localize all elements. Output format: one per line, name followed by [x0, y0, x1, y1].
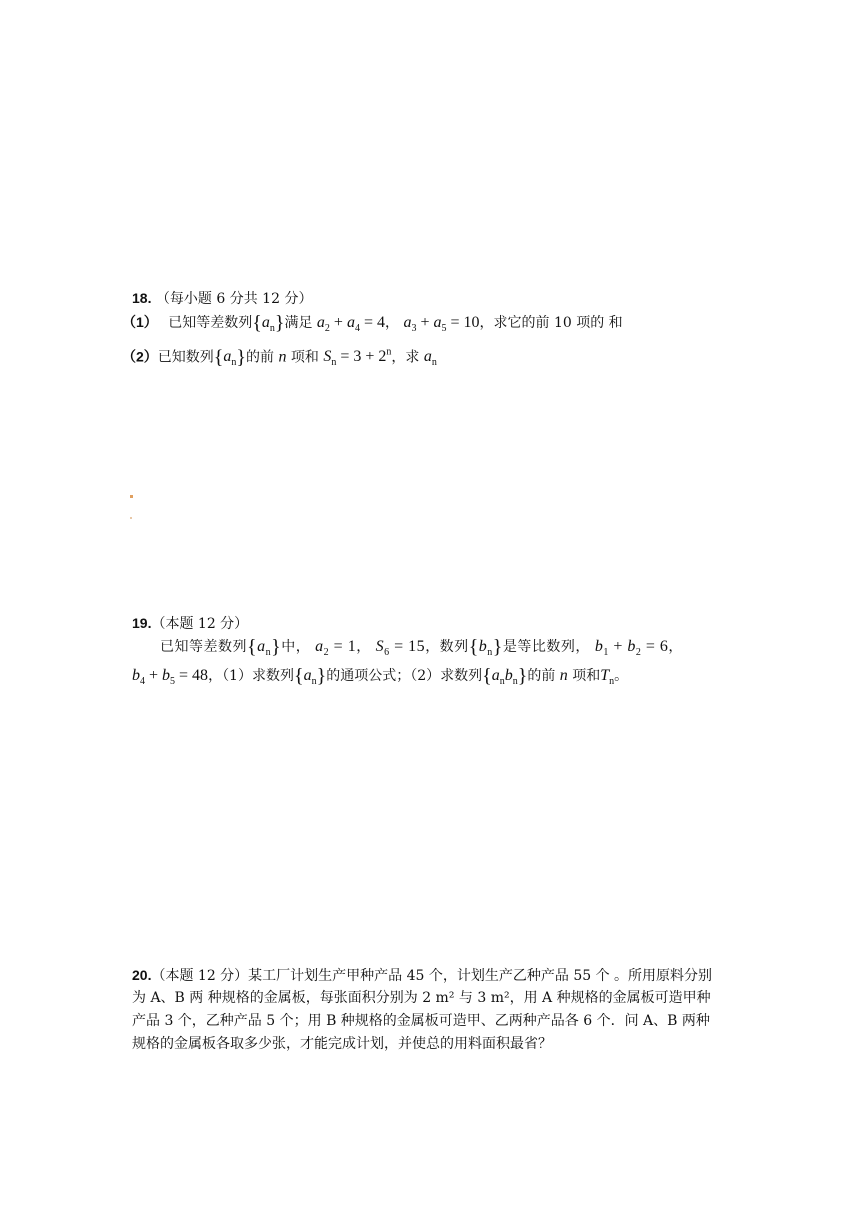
q19-eq-b4b5: $b_4 + b_5 = 48$: [132, 667, 209, 688]
q19-text5: （1）求数列: [222, 668, 294, 684]
q18-part2: （2）已知数列$\{a_n\}$的前 n 项和 $S_n = 3 + 2^n$，求 $a_n$: [122, 346, 437, 369]
q18-number: 18.: [132, 290, 152, 306]
q20-text2: 为 A、B 两 种规格的金属板，每张面积分别为 2 m² 与 3 m²，用 A 种规格的金属板可造甲种: [132, 990, 711, 1006]
q18-part2-text4: ，求: [391, 349, 420, 366]
q18-part1-text1: 已知等差数列: [168, 315, 253, 331]
q18-part2-text1: 已知数列: [157, 349, 214, 366]
q19-text1: 已知等差数列: [160, 639, 247, 655]
q18-part2-an: $a_n$: [423, 348, 437, 369]
q18-part2-text2: 的前: [246, 349, 275, 366]
q19-number: 19.: [132, 615, 152, 631]
q18-part2-text3: 项和: [290, 349, 319, 366]
decorative-dot: [130, 517, 132, 519]
q18-part2-label: （2）: [122, 348, 158, 365]
q18-part2-n: n: [278, 348, 287, 366]
q19-eq-a2: $a_2 = 1$: [315, 638, 357, 659]
q19-line1: 已知等差数列$\{a_n\}$中， $a_2 = 1$， $S_6 = 15$，数列$\{b_n\}$是等比数列， $b_1 + b_2 = 6$，: [160, 636, 683, 659]
q18-part1: （1） 已知等差数列$\{a_n\}$满足 $a_2 + a_4 = 4$， $a_3 + a_5 = 10$，求它的前 10 项的 和: [122, 312, 623, 335]
q19-header: （本题 12 分）: [151, 616, 249, 632]
q18-part1-eq2: $a_3 + a_5 = 10$: [403, 314, 480, 335]
q18-heading: [132, 288, 312, 309]
q20-line1: [132, 965, 712, 986]
q19-eq-s6: $S_6 = 15$: [375, 638, 426, 659]
q19-tn: $T_n$: [600, 667, 615, 688]
q19-text3: ，数列: [425, 639, 469, 655]
q19-n: n: [559, 667, 568, 684]
q18-part2-eq: $S_n = 3 + 2^n$: [323, 347, 392, 369]
q19-text9: 。: [614, 668, 629, 684]
q20-number: 20.: [132, 967, 152, 983]
q20-line3: [132, 1011, 710, 1031]
q19-text2: 中，: [281, 639, 311, 655]
q20-text1: （本题 12 分）某工厂计划生产甲种产品 45 个，计划生产乙种产品 55 个 。所用原料分别: [151, 968, 713, 984]
q19-eq-b1b2: $b_1 + b_2 = 6$: [594, 638, 669, 659]
q18-part1-eq1: $a_2 + a_4 = 4$: [316, 314, 385, 335]
q20-line2: [132, 988, 711, 1008]
q19-heading: [132, 613, 248, 634]
q19-text7: 的前: [527, 668, 556, 684]
q19-text4: 是等比数列，: [502, 639, 590, 655]
q19-line2: $b_4 + b_5 = 48$，（1）求数列$\{a_n\}$的通项公式；（2）求数列$\{a_nb_n\}$的前 n 项和$T_n$。: [132, 665, 629, 688]
q20-text4: 规格的金属板各取多少张，才能完成计划，并使总的用料面积最省？: [132, 1036, 552, 1052]
q18-header: （每小题 6 分共 12 分）: [155, 291, 313, 307]
q18-part1-label: （1）: [122, 314, 158, 330]
q19-text6: 的通项公式；（2）求数列: [326, 668, 483, 684]
decorative-dot: [130, 495, 133, 498]
q20-line4: [132, 1034, 552, 1054]
q18-part1-text3: ，求它的前 10 项的 和: [479, 315, 623, 331]
q19-text8: 项和: [572, 668, 601, 684]
q20-text3: 产品 3 个，乙种产品 5 个；用 B 种规格的金属板可造甲、乙两种产品各 6 个．问 A、B 两种: [132, 1013, 710, 1029]
q18-part1-text2: 满足: [284, 315, 313, 331]
